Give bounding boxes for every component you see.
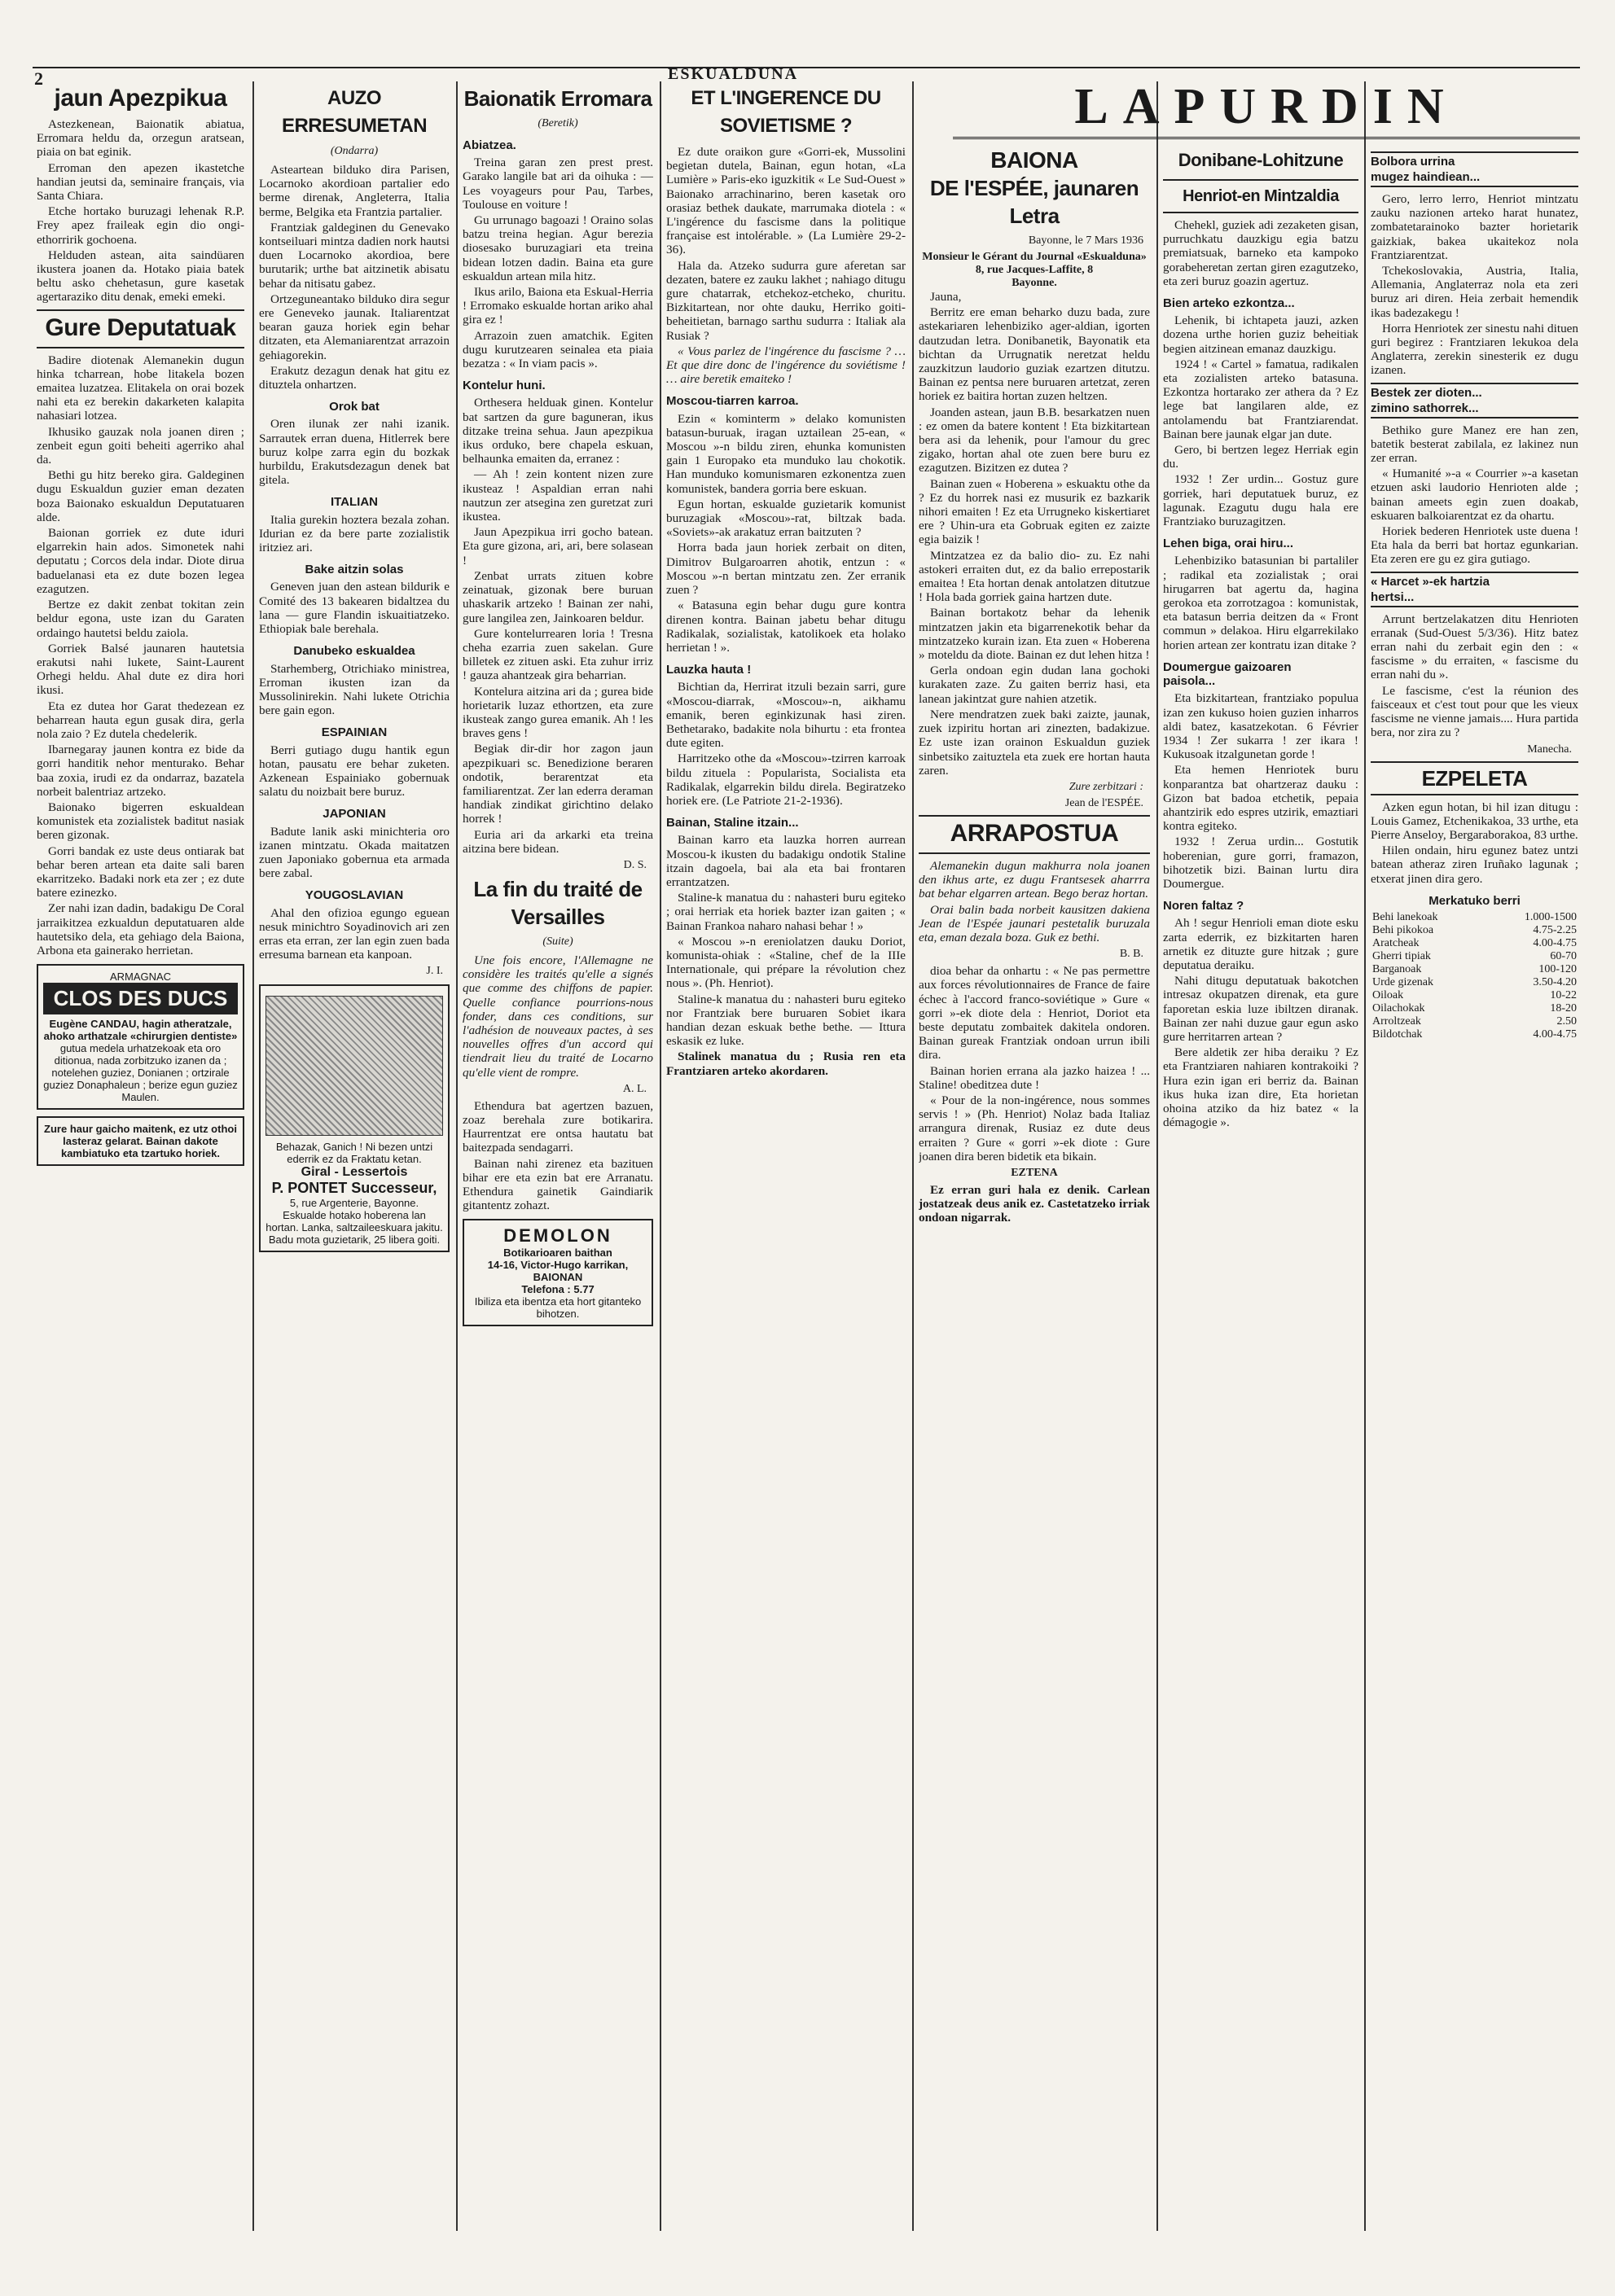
paragraph: Nahi ditugu deputatuak bakotchen intresaz okupatzen direnak, eta gure faporetan eskia luze ibiltzen diranak. Bainan zer nahi duzue gaur egun asko gure herritarren artean ?	[1163, 974, 1358, 1044]
paragraph: Horiek bederen Henriotek uste duena ! Eta hala da berri bat hortaz egunkarian. Eta zeren ere gu ez gira gutiago.	[1371, 524, 1578, 567]
paragraph: Staline-k manatua du : nahasteri buru egiteko ; orai herriak eta horiek bazter izan gaiten ; « Bainan Frankoa naharo nahasi behar ! »	[666, 891, 906, 933]
section-heading: Lauzka hauta !	[666, 663, 752, 677]
section-heading: paisola...	[1163, 674, 1216, 689]
column-divider	[912, 81, 914, 2231]
paragraph: Arrazoin zuen amatchik. Egiten dugu kurutzearen seinalea eta piaia bezatza : « In viam pacis ».	[463, 328, 653, 371]
paragraph: Bainan horien errana ala jazko haizea ! ... Staline! obeditzea dute !	[919, 1063, 1150, 1092]
ad-name: CLOS DES DUCS	[43, 983, 238, 1014]
paragraph: Starhemberg, Otrichiako ministrea, Erroman ikusten izan da Mussolinirekin. Nahi lukete Otrichia bere gain egon.	[259, 661, 450, 718]
ad-address: 5, rue Argenterie, Bayonne.	[289, 1197, 419, 1210]
paragraph: Bainan bortakotz behar da lehenik mintzatzen jakin eta bigarrenekotik behar da mintzatzeko kurain izan. Eta zuen « Hoberena » moteldu da diote. Bainan ez dut lehen hitza !	[919, 606, 1150, 663]
signature: A. L.	[622, 1082, 647, 1095]
price-row	[1371, 963, 1578, 976]
paragraph: Gorri bandak ez uste deus ontiarak bat behar beren artean eta daite sali baren ekarritzeko. Badaki nork eta zer ; ez dute batere ezinezko.	[37, 843, 244, 900]
paragraph: Treina garan zen prest prest. Garako langile bat ari da oihuka : — Les voyageurs pour Pau, Tarbes, Toulouse en voiture !	[463, 156, 653, 212]
ad-line: Botikarioaren baithan	[503, 1247, 612, 1260]
article-title: EZPELETA	[1421, 765, 1528, 791]
paragraph: Kontelura aitzina ari da ; gurea bide horietarik luzaz ethortzen, eta zure ikusteak zango gurea emanik. Ah ! les braves gens !	[463, 684, 653, 741]
price-item: Oiloak	[1372, 988, 1404, 1001]
section-heading: hertsi...	[1371, 589, 1415, 604]
article-title: Letra	[1009, 204, 1060, 228]
advertisement: Zure haur gaicho maitenk, ez utz othoi lasteraz gelarat. Bainan dakote kambiatuko eta tzartuko horiek.	[37, 1116, 244, 1166]
price-row	[1371, 937, 1578, 950]
paragraph: Gero, lerro lerro, Henriot mintzatu zauku nazionen arteko harat hunatez, zombatetarainoko bazter horietarik gaizkiak, bakea ukaitekoz nola Frantziarentzat.	[1371, 192, 1578, 262]
price-value: 18-20	[1550, 1001, 1577, 1014]
article-subtitle: (Suite)	[542, 935, 573, 948]
paragraph: Jauna,	[930, 290, 962, 304]
paragraph: Zenbat urrats zituen kobre zeinatuak, gizonak bere buruan uhaskarik artzeko ! Bainan zer nahi, gure langilea zen, Jainkoaren beldur.	[463, 568, 653, 625]
column-4	[666, 81, 906, 2231]
paragraph: Ah ! segur Henrioli eman diote esku zarta ederrik, ez bizkitarten haren arnetik ez dituzte gure hitzak ; gure deputatua deraiku.	[1163, 916, 1358, 972]
paragraph: Gorriek Balsé jaunaren hautetsia erakutsi nahi lukete, Saint-Laurent Orhegi heldu. Ahal dute ez dira hori ikusi.	[37, 641, 244, 698]
paragraph: Une fois encore, l'Allemagne ne considère les traités qu'elle a signés que comme des chiffons de papier. Quelle confiance pourrions-nous fonder, dans ces conditions, sur l'adhésion de nouveaux pactes, à ses nouvelles offres d'un accord qui tiendrait lieu du traité de Locarno qu'elle vient de rompre.	[463, 953, 653, 1080]
ad-text: Behazak, Ganich ! Ni bezen untzi ederrik ez da Fraktatu ketan.	[275, 1141, 433, 1166]
price-value: 1.000-1500	[1524, 910, 1577, 923]
price-row	[1371, 1002, 1578, 1015]
price-row	[1371, 924, 1578, 937]
paragraph: « Moscou »-n ereniolatzen dauku Doriot, komunista-ohiak : «Staline, chef de la IIIe Internationale, qui prépare la révolution chez nous ». (Ph. Henriot).	[666, 934, 906, 991]
price-value: 60-70	[1550, 949, 1577, 962]
price-value: 4.00-4.75	[1533, 936, 1577, 949]
section-heading: Noren faltaz ?	[1163, 899, 1244, 914]
paragraph: Badute lanik aski minichteria oro izanen mintzatu. Okada maitatzen zuen Japoniako gobernua eta armada bere zabal.	[259, 824, 450, 881]
article-title: jaun Apezpikua	[54, 85, 227, 112]
ad-owner: Eugène CANDAU, hagin atheratzale, ahoko arthatzale «chirurgien dentiste»	[43, 1018, 238, 1043]
column-1	[37, 81, 244, 2231]
paragraph: Frantziak galdeginen du Genevako kontseiluari mintza dadien nork hautsi duen Locarnoko akordioa, bere burutarik; urthe bat aitzinetik abisatu behar da nitisatu gabez.	[259, 220, 450, 291]
paragraph: Asteartean bilduko dira Parisen, Locarnoko akordioan partalier edo berme direnak, Angleterra, Italia berme, Belgika eta Frantzia partalier.	[259, 163, 450, 219]
paragraph: Euria ari da arkarki eta treina aitzina bere bidean.	[463, 827, 653, 856]
article-title: Baionatik Erromara	[463, 86, 652, 111]
article-body	[1371, 423, 1578, 567]
column-7	[1371, 147, 1578, 2296]
paragraph: dioa behar da onhartu : « Ne pas permettre aux forces révolutionnaires de France de faire échec à l'accord franco-soviétique » Gure « gorri »-ek diote dela : Henriot, Doriot eta beste deputatu zombaitek dakitela ondoren. Bainan gureak Frantziak ondoan urrun ibili dira.	[919, 964, 1150, 1063]
paragraph: Lehenbiziko batasunian bi partaliler ; radikal eta zozialistak ; orai hirugarren bat agertu da, hagina gerokoa eta zorrotzagoa : komunistak, eta batasun berria deitzen da « Front commun » delakoa. Hiru elgarrekilako horien artean zer kontratu izan ditake ?	[1163, 554, 1358, 652]
paragraph: Hilen ondain, hiru egunez batez untzi batean atheraz ziren Iruñako lagunak ; etxerat jinen dira gero.	[1371, 843, 1578, 886]
article-body	[37, 353, 244, 958]
header-box	[1371, 572, 1578, 607]
paragraph: Eta hemen Henriotek buru konparantza bat ohartzeraz dauku : Gizon bat badoa etchetik, pepaia ahantzirik edo espres utzirik, emaztiari kontra egiteko.	[1163, 763, 1358, 834]
paragraph: Ez erran guri hala ez denik. Carlean jostatzeak deus anik ez. Castetatzeko irriak ondoan nigarrak.	[919, 1182, 1150, 1225]
section-heading: ESPAINIAN	[321, 725, 388, 740]
paragraph: Eta ez dutea hor Garat thedezean ez beharrean hauta egun gusak dira, gerla nola zaio ? Ez dutela chedelerik.	[37, 699, 244, 741]
header-box	[1371, 761, 1578, 795]
paragraph: Ortzeguneantako bilduko dira segur ere Geneveko jaunak. Italiarentzat bearan gauza horiek egin behar ditzaten, eta Alemaniarentzat arrazoin gehiagorekin.	[259, 291, 450, 362]
column-divider	[660, 81, 661, 2231]
section-heading: Orok bat	[329, 400, 380, 414]
paragraph: Oren ilunak zer nahi izanik. Sarrautek erran duena, Hitlerrek bere buruz kolpe zarra egin du bozkak hurbildu, Erakutsdezagun denek bat gitela.	[259, 417, 450, 488]
quote: « Pour de la non-ingérence, nous sommes servis ! » (Ph. Henriot) Nolaz bada Italiaz arrangura direnak, Rusiaz ez dute deus erraiten ? Gure « gorri »-ek diote : Gure joanen dira beren bidetik eta bikain.	[919, 1093, 1150, 1163]
column-divider	[252, 81, 254, 2231]
advertisement	[259, 984, 450, 1252]
paragraph: Horra Henriotek zer sinestu nahi dituen guri begirez : Frantziaren lekukoa dela Anglaterra, zerekin sinesterik ez dugu izanen.	[1371, 321, 1578, 378]
address-line: Bayonne.	[1012, 277, 1057, 289]
price-item: Behi pikokoa	[1372, 923, 1434, 936]
paragraph: Gerla ondoan egin dudan lana gochoki kurakaten zaze. Zu gaiten berriz hasi, eta lanean jakintzat gure nahien atzetik.	[919, 664, 1150, 706]
paragraph: 1932 ! Zer urdin... Gostuz gure gorriek, hari deputatuek buruz, ez lagunak. Ezagutu dugu hala ere Frantziako buruzagitzen.	[1163, 472, 1358, 529]
section-heading: Bake aitzin solas	[305, 563, 404, 577]
paragraph: Staline-k manatua du : nahasteri buru egiteko nor Frantziak bere buruaren Sobiet ikara handian dezan eskuak bethe bethe. — Ittura eskasik ez luke.	[666, 992, 906, 1049]
paragraph: Badire diotenak Alemanekin dugun hinka tcharrean, hobe litakela bozen emaitea luzatzea. Elitakela on orai bozek nahi eta ez berekin dakarketen kalapita nahasiari lotzea.	[37, 353, 244, 423]
paragraph: Bainan karro eta lauzka horren aurrean Moscou-k ikusten du badakigu ondotik Staline itzain dagoela, bai ala eta bai frontaren errantzatzen.	[666, 833, 906, 889]
advertisement	[37, 964, 244, 1110]
price-row	[1371, 1015, 1578, 1028]
price-item: Oilachokak	[1372, 1001, 1425, 1014]
section-heading: Bestek zer dioten...	[1371, 385, 1482, 400]
paragraph: Bichtian da, Herrirat itzuli bezain sarri, gure «Moscou-diarrak, «Moscou»-n, aikhamu emanik, beren eginkizunak hasi ziren. Bethetarako, badakite nola bihurtu : eta frontea dute egiten.	[666, 680, 906, 751]
paragraph: Azken egun hotan, bi hil izan ditugu : Louis Gamez, Etchenikakoa, 33 urthe, eta Pierre Anseloy, Bergaraborakoa, 83 urthe.	[1371, 800, 1578, 842]
paragraph: Berri gutiago dugu hantik egun hotan, pausatu ere behar zuketen. Azkenean Espainiako gobernuak salatu du noizbait bere buruz.	[259, 743, 450, 800]
article-body	[666, 145, 906, 1078]
paragraph: Tchekoslovakia, Austria, Italia, Allemania, Anglaterraz nola eta zeri buruz ari diren. Heia zerbait hemendik ikas badezakegu !	[1371, 264, 1578, 320]
paragraph: Ahal den ofizioa egungo eguean nesuk minichtro Soyadinovich ari zen erras eta erran, zer lan egin zuen bada erresuma barnean eta kanpoan.	[259, 905, 450, 962]
price-item: Aratcheak	[1372, 936, 1420, 949]
signature: D. S.	[623, 858, 647, 871]
header-box	[1371, 383, 1578, 418]
price-item: Behi lanekoak	[1372, 910, 1438, 923]
price-item: Bildotchak	[1372, 1028, 1423, 1041]
paragraph: Zer nahi izan dadin, badakigu De Coral jarraikitzea ezkualdun deputatuaren alde hautetsiko dela, eta gehiago dela Baiona, Arbona eta gainerako herrietan.	[37, 901, 244, 957]
header-box	[919, 815, 1150, 854]
paragraph: Orthesera helduak ginen. Kontelur bat sartzen da gure baguneran, ikus ditzake treina sehua. Jaun apezpikua ikus orduko, bere chapela eskuan, belhaunka emaiten da, erranez :	[463, 396, 653, 467]
price-row	[1371, 1028, 1578, 1041]
paragraph: Geneven juan den astean bildurik e Comité des 13 bakearen bidaltzea du lana — gure Flandin iskuaitiatzeko. Ethiopiak bale berehala.	[259, 580, 450, 637]
column-3	[463, 81, 653, 2231]
paragraph: Stalinek manatua du ; Rusia ren eta Frantziaren arteko akordaren.	[666, 1049, 906, 1078]
price-item: Urde gizenak	[1372, 975, 1434, 988]
ad-title: Giral - Lessertois	[301, 1165, 408, 1180]
address-line: 8, rue Jacques-Laffite, 8	[975, 264, 1094, 276]
section-heading: mugez haindiean...	[1371, 170, 1481, 184]
paragraph: Baionako bigerren eskualdean komunistek eta zozialistek baditut nasiak beren gizonak.	[37, 800, 244, 843]
column-divider	[1364, 81, 1366, 2231]
article-body	[919, 964, 1150, 1163]
article-title: Donibane-Lohitzune	[1178, 150, 1344, 170]
section-heading: « Harcet »-ek hartzia	[1371, 574, 1490, 589]
article-body	[919, 859, 1150, 944]
article-title: ET L'INGERENCE DU SOVIETISME ?	[691, 87, 881, 137]
paragraph: Ethendura bat agertzen bazuen, zoaz berehala zure botikarira. Haurrentzat ere ontsa hautatu bat baitezpada sendagarri.	[463, 1098, 653, 1155]
article-body	[259, 163, 450, 962]
advertisement	[463, 1219, 653, 1326]
closing: Zure zerbitzari :	[1069, 780, 1143, 793]
paragraph: « Batasuna egin behar dugu gure kontra direnen kontra. Bainan jabetu behar ditugu Radikalak, sozialistak, katolikoek eta holako herrietan ! ».	[666, 598, 906, 655]
signature: B. B.	[1119, 948, 1143, 961]
article-body	[463, 138, 653, 856]
paragraph: — Ah ! zein kontent nizen zure ikusteaz ! Aspaldian erran nahi nautzun zer atsegina zen guretzat zuri ikustea.	[463, 467, 653, 524]
section-title-lapurdin: LAPURDIN	[1074, 79, 1459, 134]
paragraph: Lehenik, bi ichtapeta jauzi, azken dozena urthe horien guziz beheitiak begien aitzinean emanaz dauzkigu.	[1163, 313, 1358, 356]
ad-line: Ibiliza eta ibentza eta hort gitanteko bihotzen.	[474, 1295, 642, 1321]
column-5	[919, 147, 1150, 2296]
article-title: La fin du traité de Versailles	[473, 876, 643, 929]
section-heading: JAPONIAN	[323, 807, 386, 822]
header-box	[37, 309, 244, 348]
paragraph: Eta bizkitartean, frantziako populua izan zen kukuso hoien guzien inharros aldi batez, kasatzekotan. 6 Février 1934 ! Zer sukarra ! zer ikara ! Kukusoak itzalgunetan gorde !	[1163, 691, 1358, 762]
section-heading: Danubeko eskualdea	[293, 644, 415, 659]
price-row	[1371, 989, 1578, 1002]
dateline: Bayonne, le 7 Mars 1936	[1028, 234, 1143, 247]
quote: Alemanekin dugun makhurra nola joanen den ikhus arte, ez dugu Frantsesek aharrra bat behar elgarren artean. Bego beraz hortan.	[919, 858, 1150, 901]
paragraph: Astezkenean, Baionatik abiatua, Erromara heldu da, orzegun aratsean, piaia on bat eginik.	[37, 117, 244, 160]
header-box	[1371, 151, 1578, 187]
section-heading: Bainan, Staline itzain...	[666, 816, 799, 830]
paragraph: 1932 ! Zerua urdin... Gostutik hoberenian, gure gorri, framazon, bihotzetik bizi. Bainan lurtu dira Doumergue.	[1163, 835, 1358, 891]
article-subtitle: (Ondarra)	[330, 145, 379, 157]
ad-illustration	[266, 996, 443, 1136]
price-row	[1371, 911, 1578, 924]
section-heading: Doumergue gaizoaren	[1163, 659, 1292, 674]
paragraph: Orai balin bada norbeit kausitzen dakiena Jean de l'Espée jaunari pestetalik buruzala eta, eman dezala boza. Guk ez bethi.	[919, 902, 1150, 944]
paragraph: Bere aldetik zer hiba deraiku ? Ez eta Frantziaren nahiaren kontrakoiki ? Hura ezin igan eri berriz da. Bainan ikus huka izan dire, Eta horietan ohoina atziko da hiz batez « la démagogie ».	[1163, 1045, 1358, 1130]
section-rule	[953, 137, 1580, 139]
ad-text: gutua medela urhatzekoak eta oro ditionua, nada zorbitzuko izanen da ; notelehen guziez, Donianen ; ortzirale guziez Donaphaleun ; berize egun guziez Maulen.	[43, 1042, 238, 1104]
masthead: ESKUALDUNA	[668, 65, 799, 83]
paragraph: Ezin « kominterm » delako komunisten batasun-buruak, iragan uztailean 25-ean, « Moscou »-n bildu ziren, ehunka komunisten gain 1 Europako eta munduko lau chokotik. Han munduko komunismaren ezkonentza zuen komunistek, bandera gorria bere eskuan.	[666, 411, 906, 496]
article-body	[1371, 612, 1578, 740]
paragraph: Gure kontelurrearen loria ! Tresna cheha ezarria zuen sakelan. Gure billetek ez zituen aski. Eta zuhur irriz ! gauza ahantzeak gira beharrian.	[463, 626, 653, 683]
article-title: Gure Deputatuak	[45, 313, 236, 341]
article-body	[919, 1183, 1150, 1225]
paragraph: Berritz ere eman beharko duzu bada, zure astekariaren lehenbiziko ager-aldian, igorten dautzudan letra. Donibanetik, Bayonatik eta bichtan da Urrugnatik neretzat heldu zauzkitzun laudorio guziak ezartzen ditutzu. Bainan ez pentsa nere buruaren artetzat, zeren horiek ez baitira hortan zuzen heltzen.	[919, 305, 1150, 404]
section-heading: Bolbora urrina	[1371, 155, 1455, 169]
article-title: BAIONA	[990, 147, 1078, 173]
price-value: 3.50-4.20	[1533, 975, 1577, 988]
quote	[463, 953, 653, 1080]
price-value: 4.00-4.75	[1533, 1028, 1577, 1041]
paragraph: Ikus arilo, Baiona eta Eskual-Herria ! Erromako eskualde hortan ariko ahal gira ez !	[463, 285, 653, 327]
paragraph: Joanden astean, jaun B.B. besarkatzen nuen : ez omen da batere kontent ! Eta bizkitartean bera asi da lehenik, pour l'amour du grec zigako, hortan ahal ote zuen bere buru ez ezagutzen. Bizitzen ez dutea ?	[919, 405, 1150, 475]
price-value: 2.50	[1556, 1014, 1577, 1028]
ad-line: Telefona : 5.77	[521, 1283, 595, 1296]
paragraph: Helduden astean, aita saindüaren ikustera joanen da. Hotako piaia batek beltu asko chehetasun, gure kasetak agertaraziko ditu denak, emeki emeki.	[37, 248, 244, 305]
paragraph: Erakutz dezagun denak hat gitu ez dituztela onhartzen.	[259, 363, 450, 392]
article-body	[1371, 192, 1578, 378]
paragraph: Horra bada jaun horiek zerbait on diten, Dimitrov Bulgaroarren ahotik, entzun : « Moscou »-n bertan mintzatu zen. Zer erranik zuen ?	[666, 541, 906, 598]
article-title: AUZO ERRESUMETAN	[281, 87, 428, 137]
section-heading: Lehen biga, orai hiru...	[1163, 537, 1294, 551]
section-heading: Moscou-tiarren karroa.	[666, 394, 799, 409]
ad-line: 14-16, Victor-Hugo karrikan, BAIONAN	[487, 1259, 629, 1284]
price-item: Barganoak	[1372, 962, 1422, 975]
paragraph: Bainan nahi zirenez eta bazituen bihar ere eta ezin bat ere Arranatu. Ethendura gainetik Gaindiarik gitantentz zohazt.	[463, 1156, 653, 1213]
column-6	[1163, 147, 1358, 2296]
article-body	[919, 290, 1150, 778]
column-2	[259, 81, 450, 2231]
price-item: Gherri tipiak	[1372, 949, 1431, 962]
paragraph: Begiak dir-dir hor zagon jaun apezpikuari sc. Benedizione beraren ondotik, berarentzat eta familiarentzat. Zer lan ederra deraman handiak zindikat girichtino delako horrek !	[463, 742, 653, 826]
paragraph: Harritzeko othe da «Moscou»-tzirren karroak bildu zituela : Popularista, Socialista eta Radikalak, elgarrekin bildu direla. Begiratzeko horiek ere. (Le Patriote 21-2-1936).	[666, 751, 906, 808]
column-divider	[1156, 81, 1158, 2231]
paragraph: Mintzatzea ez da balio dio- zu. Ez nahi astokeri erraiten dut, ez da balio errepostarik emaitea ! Eta hortan denak antolatzen ditutzue ! Hola bada gorriek gaina hartzen dute.	[919, 548, 1150, 605]
paragraph: Erroman den apezen ikastetche handian jeutsi da, seminaire français, via Santa Chiara.	[37, 160, 244, 204]
paragraph: Le fascisme, c'est la réunion des faisceaux et c'est tout pour que les vieux fascisme ne vienne jamais.... Hura partida bera, nor zira zu ?	[1371, 683, 1578, 740]
paragraph: Nere mendratzen zuek baki zaizte, jaunak, zuek izpiritu hortan ari zinezten, badakizue. Ez uste izan orainon Eskualdun guziek sinbetsiko zaituztela eta zuek ere hortan hauta zaren.	[919, 707, 1150, 778]
paragraph: Ikhusiko gauzak nola joanen diren ; zenbeit egun goiti beheiti agerriko ahal da.	[37, 424, 244, 467]
ad-name: DEMOLON	[503, 1225, 612, 1247]
article-body	[1163, 218, 1358, 1129]
paragraph: « Humanité »-a « Courrier »-a kasetan etzuen aski laudorio Henrioten alde ; bainan ameets egin zuen doakab, eskuaren balkoiarentzat ez da ohartu.	[1371, 467, 1578, 523]
paragraph: Bainan zuen « Hoberena » eskuaktu othe da ? Ez du horrek nasi ez musurik ez bazkarik nihori emaiten ! Ez eta Urrugneko kiskertiaret ere ? Uhin-ura eta Gobruak egiten ez zaizte egia baizik !	[919, 476, 1150, 547]
column-divider	[456, 81, 458, 2231]
article-subtitle: (Beretik)	[538, 117, 578, 129]
paragraph: Etche hortako buruzagi lehenak R.P. Frey apez fraileak egin dio ongi-ethorririk gochoena.	[37, 204, 244, 247]
paragraph: Arrunt bertzelakatzen ditu Henrioten erranak (Sud-Ouest 5/3/36). Hitz batez erran nahi du zerbait egin den : « fascisme » du erraiten, « fascisme du erran nahi du ».	[1371, 611, 1578, 682]
paragraph: Bethiko gure Manez ere han zen, batetik besterat zabilala, ez lakinez nun zer erran.	[1371, 423, 1578, 466]
article-body	[1371, 800, 1578, 886]
section-heading: Bien arteko ezkontza...	[1163, 296, 1295, 311]
article-body	[37, 117, 244, 305]
header-box	[1163, 179, 1358, 213]
paragraph: Bertze ez dakit zenbat tokitan zein beldur egona, uste izan du Garaten ordaingo hautetsi beldu zaiola.	[37, 598, 244, 640]
paragraph: Ibarnegaray jaunen kontra ez bide da gorri handitik nehor menturako. Behar baa zoxia, irudi ez da ondarraz, bazatela norbeit balentriaz artzeko.	[37, 743, 244, 799]
paragraph: Bethi gu hitz bereko gira. Galdeginen dugu Eskualdun guzier eman dezaten boza Baionako eskualdun Deputatuaren alde.	[37, 468, 244, 524]
signature: Jean de l'ESPÉE.	[1064, 796, 1143, 809]
article-title: ARRAPOSTUA	[950, 819, 1119, 847]
ad-note: Eskualde hotako hoberena lan hortan. Lanka, saltzaileeskuara jakitu. Badu mota guzietarik, 25 libera goiti.	[266, 1209, 443, 1247]
page-number: 2	[34, 68, 43, 89]
section-heading: YOUGOSLAVIAN	[305, 888, 404, 903]
top-rule	[33, 67, 1580, 68]
price-item: Arroltzeak	[1372, 1014, 1421, 1028]
paragraph: 1924 ! « Cartel » famatua, radikalen eta zozialisten arteko batasuna. Ezkontza hortarako zer athera da ? Ez lege bat langilaren alde, ez antolamendu bat Frantziarendat. Bainan bere jaunak elgar jan dute.	[1163, 357, 1358, 441]
section-heading: zimino sathorrek...	[1371, 401, 1479, 415]
paragraph: Chehekl, guziek adi zezaketen gisan, purruchkatu dauzkigu egia batzu premiatsuak, barneko eta kampoko gorabeheretan zertan giren ezagutzeko, eta zeri buruz goazin agertuz.	[1163, 218, 1358, 288]
section-heading: Abiatzea.	[463, 138, 516, 152]
paragraph: Italia gurekin hoztera bezala zohan. Idurian ez da bere parte zozialistik iritziez ari.	[259, 512, 450, 555]
address-line: Monsieur le Gérant du Journal «Eskualduna»	[922, 251, 1147, 263]
paragraph: Gu urrunago bagoazi ! Oraino solas batzu treina hegian. Agur berezia diosesako buruzagiari eta treina bidean lotzen dadin. Baina eta gure eskualdun artean mila hitz.	[463, 213, 653, 283]
section-heading: Kontelur huni.	[463, 379, 546, 393]
article-title: Henriot-en Mintzaldia	[1183, 187, 1339, 205]
price-row	[1371, 976, 1578, 989]
price-value: 10-22	[1550, 988, 1577, 1001]
paragraph: Gero, bi bertzen legez Herriak egin du.	[1163, 443, 1358, 471]
ad-name: P. PONTET Successeur,	[271, 1180, 437, 1197]
paragraph: Hala da. Atzeko sudurra gure aferetan sar dezaten, batere ez zauku lakhet ; nahiago ditugu gure chatarrak, etchekoz-etcheko, churitu. Bizkitartean, nor ohte dauku, Herriko goiti-beheitietan, barnago sarthu sudurra : Italiak ala Rusiak ?	[666, 258, 906, 343]
paragraph: Egun hortan, eskualde guzietarik komunist buruzagiak «Moscou»-rat, biltzak bada. «Soviets»-ak arakatuz erran baitzuten ?	[666, 497, 906, 540]
paragraph: Baionan gorriek ez dute iduri elgarrekin hain ados. Simonetek nahi deputatu ; Corcos dela indar. Diote dirua baduelanasi eta ez dute bozen legea ezagutzen.	[37, 526, 244, 596]
price-row	[1371, 950, 1578, 963]
price-value: 100-120	[1538, 962, 1577, 975]
ad-brand: ARMAGNAC	[109, 971, 172, 984]
signature: EZTENA	[1011, 1166, 1058, 1179]
section-heading: Merkatuko berri	[1428, 893, 1521, 908]
signature: J. I.	[426, 965, 443, 978]
market-price-table	[1371, 911, 1578, 1041]
quote: « Vous parlez de l'ingérence du fascisme ? … Et que dire donc de l'ingérence du soviétisme ! … aire beretik emaiteko !	[666, 344, 906, 387]
paragraph: Ez dute oraikon gure «Gorri-ek, Mussolini begietan dutela, Bainan, egun hotan, «La Lumière » Paris-eko iguzkitik « Le Sud-Ouest » Baionako arrachinarino, beren kasetak oro orasiaz bethek daukate, marrumaka diotela : « L'ingérence du fascisme dans la politique française est intolérable. » (La Lumière 29-2-36).	[666, 145, 906, 257]
address	[919, 251, 1150, 290]
article-title: DE l'ESPÉE, jaunaren	[929, 176, 1139, 200]
article-body	[463, 1099, 653, 1213]
signature: Manecha.	[1527, 743, 1572, 756]
paragraph: Jaun Apezpikua irri gocho batean. Eta gure gizona, ari, ari, bere solasean !	[463, 525, 653, 567]
price-value: 4.75-2.25	[1533, 923, 1577, 936]
section-heading: ITALIAN	[330, 495, 379, 510]
